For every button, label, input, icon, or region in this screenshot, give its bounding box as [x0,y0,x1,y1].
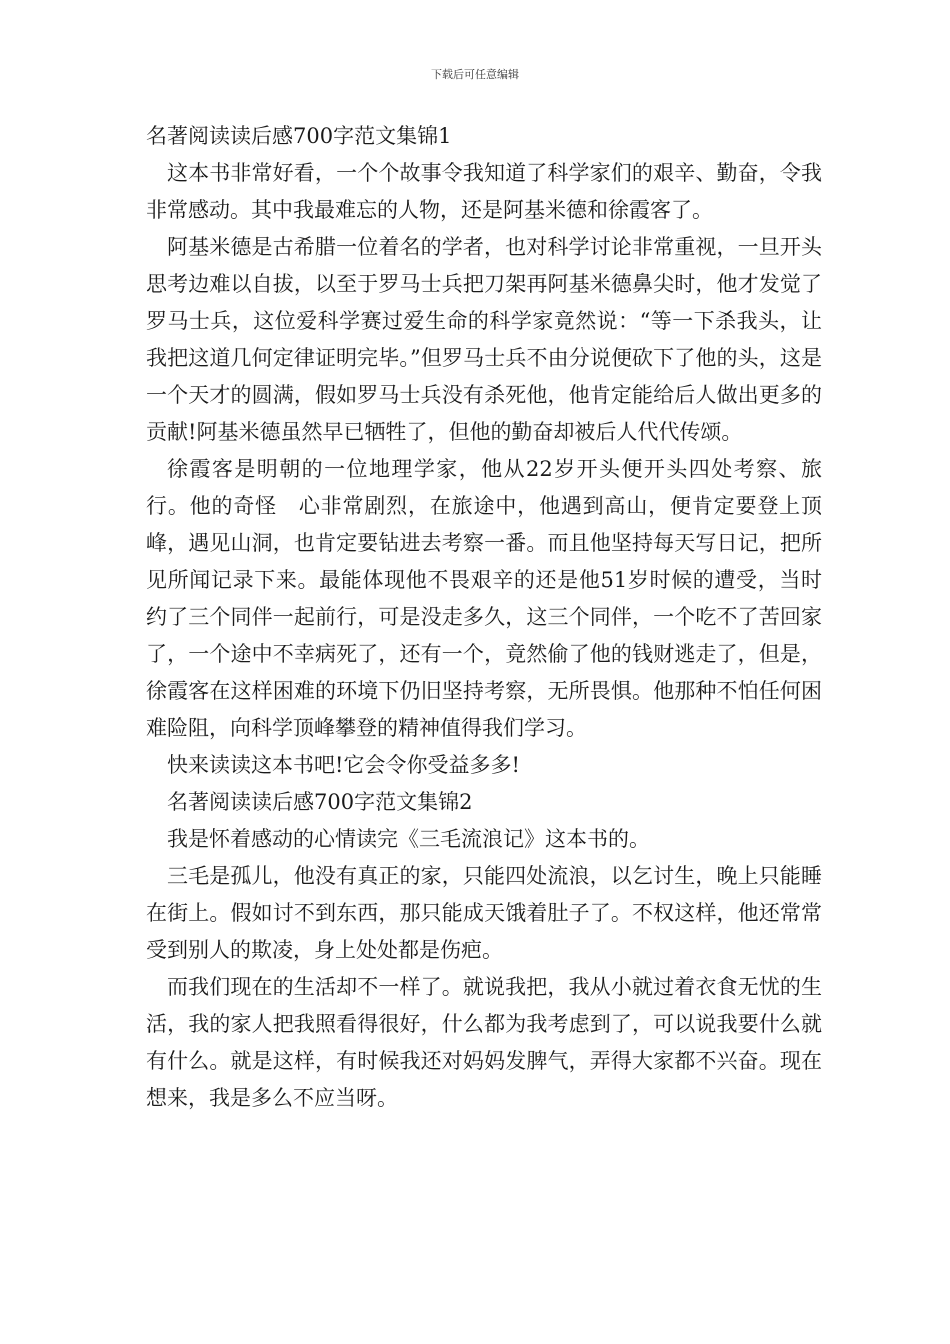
section-title-1: 名著阅读读后感700字范文集锦1 [146,124,452,148]
paragraph: 而我们现在的生活却不一样了。就说我把，我从小就过着衣食无忧的生活，我的家人把我照看得很好，什么都为我考虑到了，可以说我要什么就有什么。就是这样，有时候我还对妈妈发脾气，弄得大家都不兴奋。现在想来，我是多么不应当呀。 [146,975,822,1110]
paragraph: 这本书非常好看，一个个故事令我知道了科学家们的艰辛、勤奋，令我非常感动。其中我最难忘的人物，还是阿基米德和徐霞客了。 [146,161,822,222]
section-title-2: 名著阅读读后感700字范文集锦2 [167,790,473,814]
document-body [146,118,822,1117]
page-header-note: 下载后可任意编辑 [431,68,519,81]
paragraph: 三毛是孤儿，他没有真正的家，只能四处流浪，以乞讨生，晚上只能睡在街上。假如讨不到东西，那只能成天饿着肚子了。不权这样，他还常常受到别人的欺凌，身上处处都是伤疤。 [146,864,822,962]
paragraph: 快来读读这本书吧!它会令你受益多多! [167,753,520,777]
paragraph: 徐霞客是明朝的一位地理学家，他从22岁开头便开头四处考察、旅行。他的奇怪 心非常剧烈，在旅途中，他遇到高山，便肯定要登上顶峰，遇见山洞，也肯定要钻进去考察一番。而且他坚持每天写日记，把所见所闻记录下来。最能体现他不畏艰辛的还是他51岁时候的遭受，当时约了三个同伴一起前行，可是没走多久，这三个同伴，一个吃不了苦回家了，一个途中不幸病死了，还有一个，竟然偷了他的钱财逃走了，但是，徐霞客在这样困难的环境下仍旧坚持考察，无所畏惧。他那种不怕任何困难险阻，向科学顶峰攀登的精神值得我们学习。 [146,457,822,740]
paragraph: 阿基米德是古希腊一位着名的学者，也对科学讨论非常重视，一旦开头思考边难以自拔，以至于罗马士兵把刀架再阿基米德鼻尖时，他才发觉了罗马士兵，这位爱科学赛过爱生命的科学家竟然说：“等一下杀我头，让我把这道几何定律证明完毕。”但罗马士兵不由分说便砍下了他的头，这是一个天才的圆满，假如罗马士兵没有杀死他，他肯定能给后人做出更多的贡献!阿基米德虽然早已牺牲了，但他的勤奋却被后人代代传颂。 [146,235,822,444]
paragraph: 我是怀着感动的心情读完《三毛流浪记》这本书的。 [167,827,650,851]
